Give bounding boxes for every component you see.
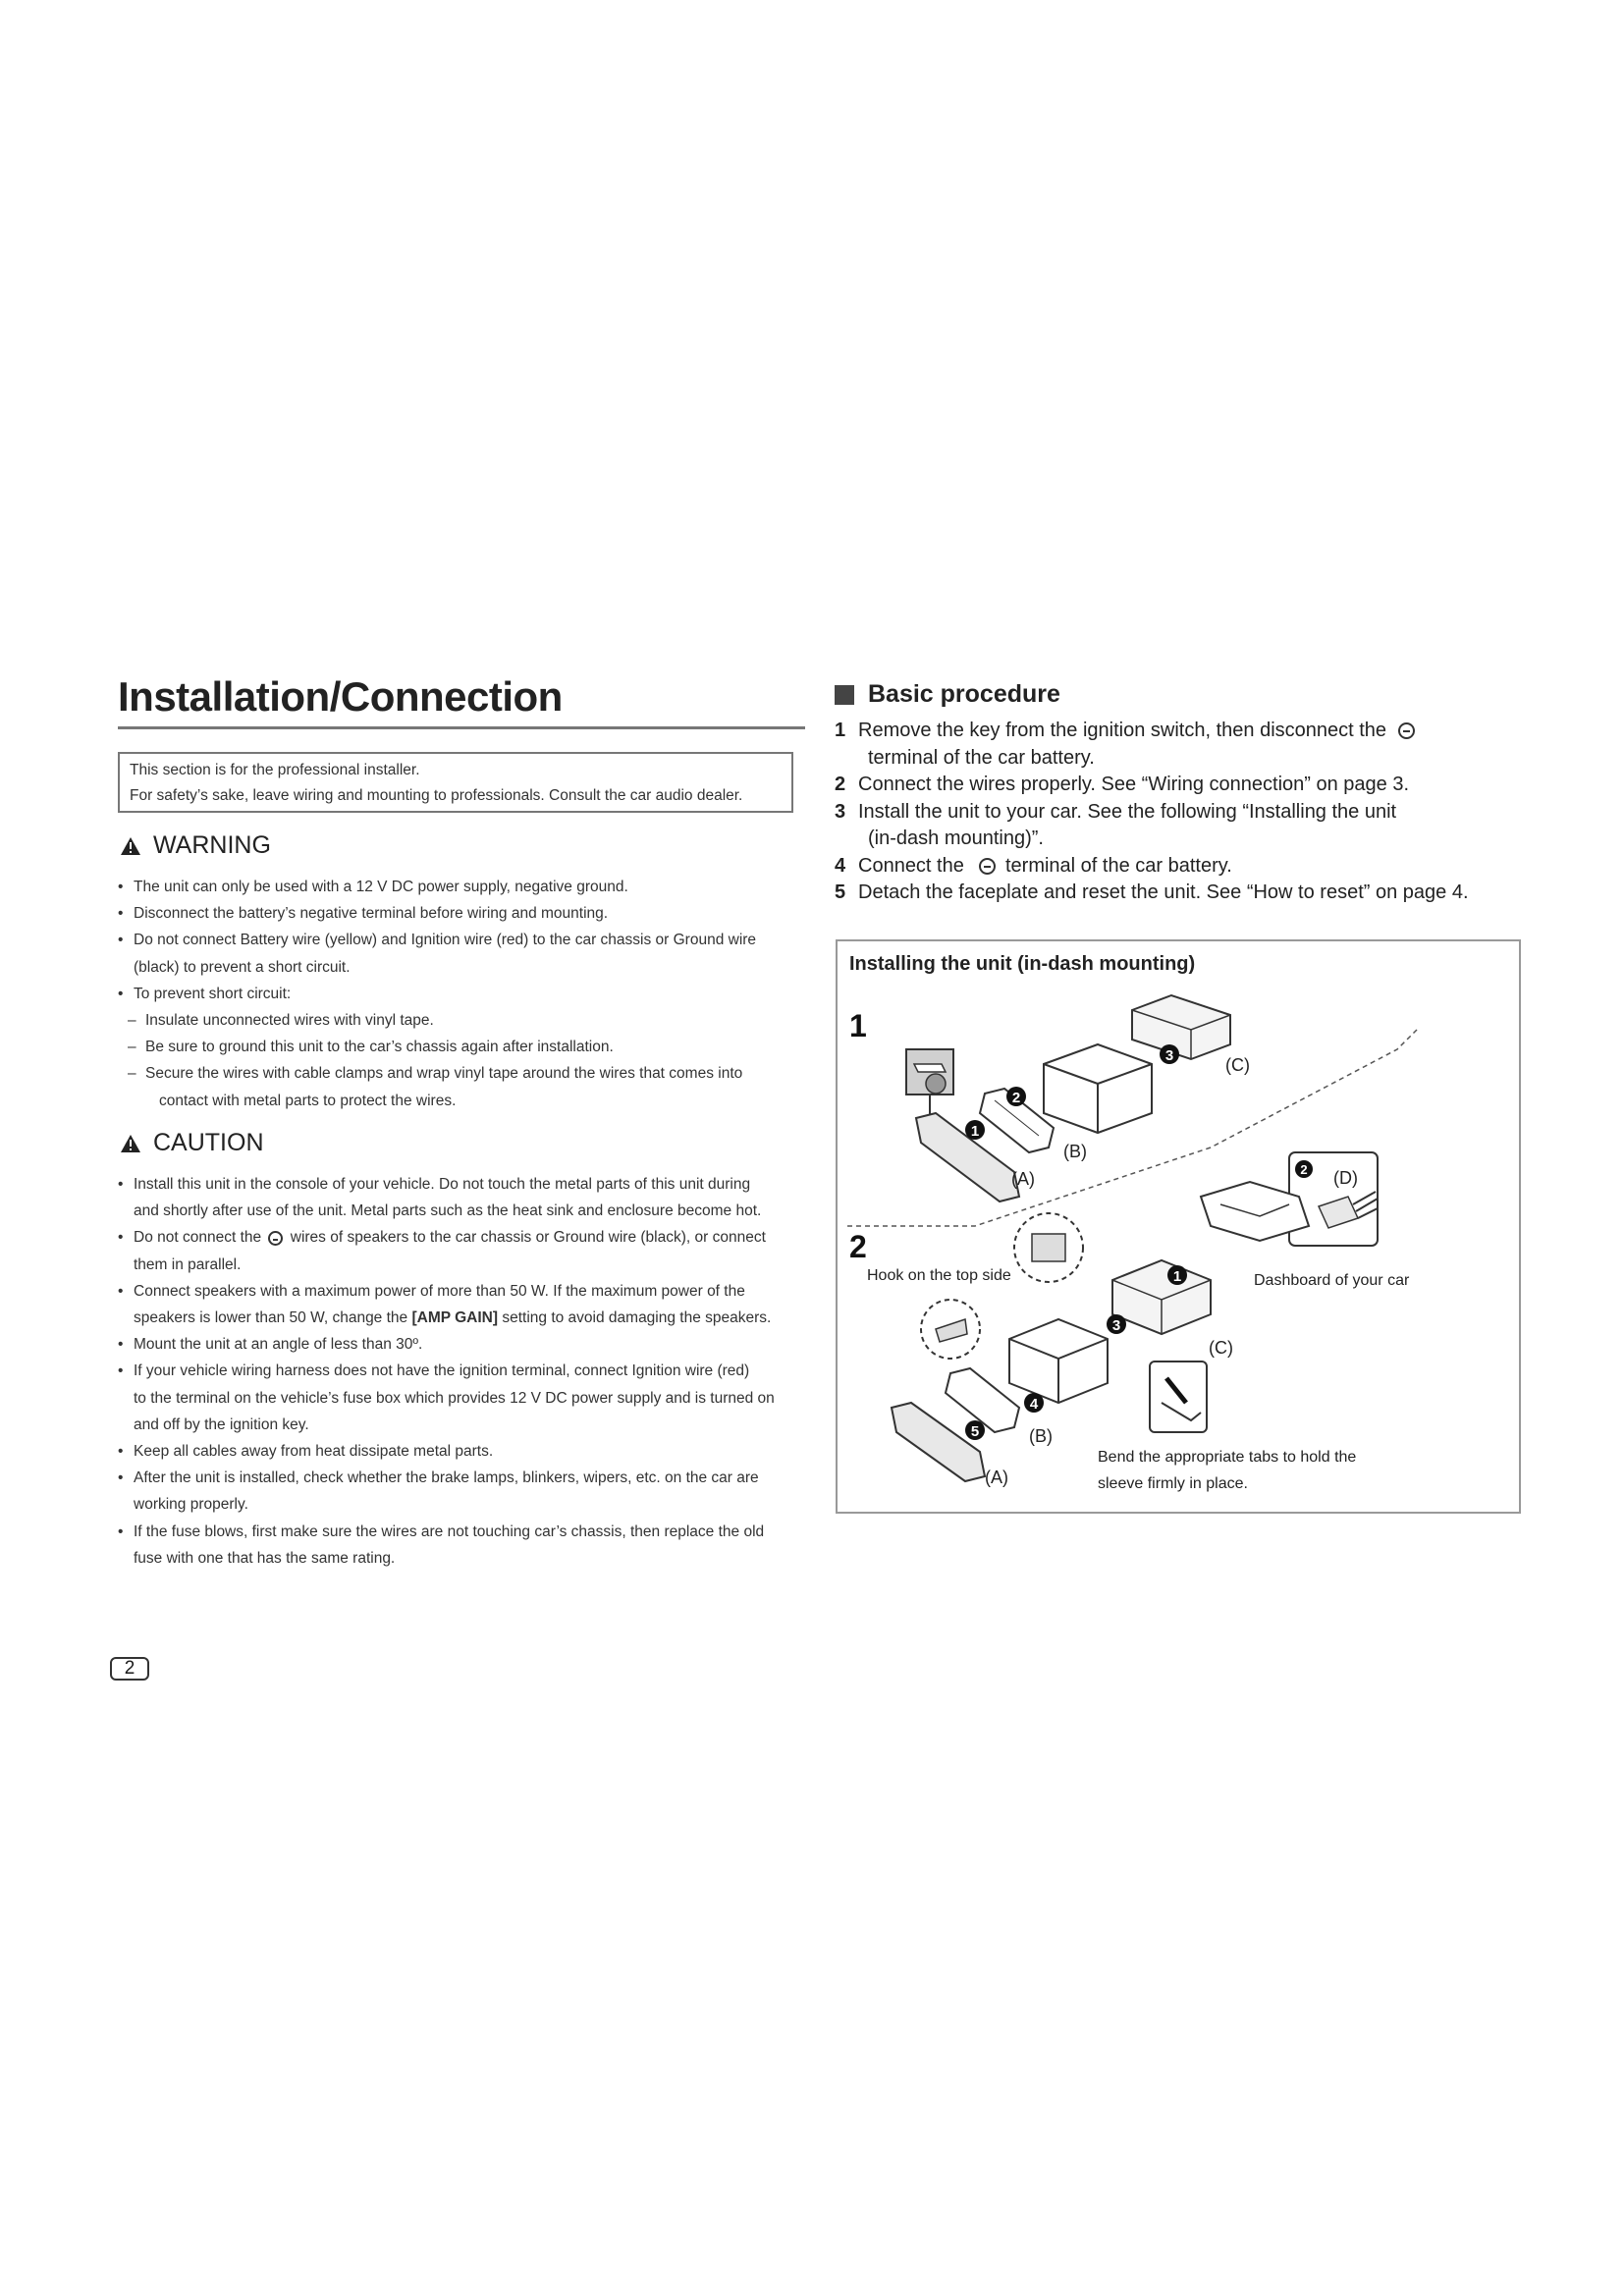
step-text-continuation: (in-dash mounting)”. bbox=[868, 828, 1044, 849]
procedure-step bbox=[835, 853, 1522, 881]
basic-procedure-title: Basic procedure bbox=[868, 680, 1060, 708]
list-item-continuation: fuse with one that has the same rating. bbox=[134, 1549, 396, 1567]
faceplate-shape-2 bbox=[892, 1403, 985, 1481]
minus-terminal-icon bbox=[979, 858, 996, 875]
warning-list bbox=[116, 874, 793, 1114]
page-title: Installation/Connection bbox=[118, 673, 563, 720]
list-item: • Keep all cables away from heat dissipate metal parts. bbox=[116, 1438, 793, 1465]
list-item-continuation: and off by the ignition key. bbox=[134, 1415, 309, 1433]
diagram-step-1-label: 1 bbox=[849, 1008, 867, 1043]
marker-1: 1 bbox=[970, 1123, 980, 1140]
release-button-callout bbox=[906, 1049, 953, 1123]
hook-detail bbox=[1032, 1234, 1065, 1261]
step-number: 4 bbox=[835, 854, 846, 877]
label-a-step1: (A) bbox=[1011, 1169, 1035, 1189]
label-a-step2: (A) bbox=[985, 1468, 1008, 1487]
warning-heading-text: WARNING bbox=[153, 831, 271, 859]
list-item: • Connect speakers with a maximum power of more than 50 W. If the maximum power of the bbox=[116, 1278, 793, 1305]
marker-5: 5 bbox=[970, 1423, 980, 1440]
bend-label-line-2: sleeve firmly in place. bbox=[1098, 1475, 1248, 1492]
caution-heading bbox=[120, 1129, 264, 1157]
sleeve-step1 bbox=[1132, 995, 1230, 1059]
procedure-step bbox=[835, 772, 1522, 799]
minus-terminal-icon bbox=[268, 1231, 283, 1246]
bend-label-line-1: Bend the appropriate tabs to hold the bbox=[1098, 1449, 1357, 1466]
marker-1-step2: 1 bbox=[1172, 1268, 1182, 1285]
marker-3-step2: 3 bbox=[1111, 1317, 1121, 1334]
amp-gain-setting-label: [AMP GAIN] bbox=[411, 1309, 499, 1327]
step-text: Connect the bbox=[858, 854, 964, 877]
notice-line-1: This section is for the professional installer. bbox=[130, 762, 420, 778]
label-c-step2: (C) bbox=[1209, 1338, 1233, 1358]
caution-text: setting to avoid damaging the speakers. bbox=[502, 1309, 772, 1327]
page-number: 2 bbox=[110, 1657, 149, 1681]
diagram-step-2-label: 2 bbox=[849, 1229, 867, 1264]
label-c-step1: (C) bbox=[1225, 1055, 1250, 1075]
trim-plate-shape-2 bbox=[946, 1368, 1019, 1432]
title-divider bbox=[118, 726, 805, 729]
list-item: • To prevent short circuit: bbox=[116, 981, 793, 1007]
label-d: (D) bbox=[1333, 1168, 1358, 1188]
step-number: 1 bbox=[835, 720, 846, 741]
list-item: • The unit can only be used with a 12 V DC power supply, negative ground. bbox=[116, 874, 793, 900]
step-text: Install the unit to your car. See the following “Installing the unit bbox=[858, 800, 1397, 823]
step-text-continuation: terminal of the car battery. bbox=[868, 746, 1095, 769]
step-number: 5 bbox=[835, 881, 846, 903]
list-item: • If the fuse blows, first make sure the wires are not touching car’s chassis, then replace the old bbox=[116, 1519, 793, 1545]
button-shape bbox=[914, 1064, 946, 1072]
unit-step2 bbox=[1009, 1319, 1108, 1403]
marker-4: 4 bbox=[1029, 1396, 1039, 1413]
marker-2: 2 bbox=[1011, 1090, 1021, 1106]
minus-terminal-icon bbox=[1398, 722, 1415, 739]
bend-tabs-callout bbox=[1150, 1362, 1207, 1432]
caution-text: wires of speakers to the car chassis or Ground wire (black), or connect bbox=[290, 1229, 766, 1247]
list-item: • Install this unit in the console of your vehicle. Do not touch the metal parts of this unit during bbox=[116, 1171, 793, 1198]
list-subitem: – Be sure to ground this unit to the car’s chassis again after installation. bbox=[116, 1034, 793, 1060]
notice-line-2: For safety’s sake, leave wiring and mounting to professionals. Consult the car audio dealer. bbox=[130, 787, 743, 804]
procedure-step bbox=[835, 718, 1522, 772]
list-item-continuation: them in parallel. bbox=[134, 1255, 242, 1273]
installer-notice-box bbox=[118, 752, 793, 813]
list-subitem: – Secure the wires with cable clamps and wrap vinyl tape around the wires that comes into bbox=[116, 1060, 793, 1087]
list-item: • After the unit is installed, check whether the brake lamps, blinkers, wipers, etc. on the car are bbox=[116, 1465, 793, 1491]
list-item-continuation bbox=[116, 1305, 793, 1331]
step-text: Detach the faceplate and reset the unit. See “How to reset” on page 4. bbox=[858, 881, 1469, 903]
caution-text: speakers is lower than 50 W, change the bbox=[134, 1309, 408, 1327]
marker-3: 3 bbox=[1164, 1047, 1174, 1064]
warning-icon bbox=[120, 836, 141, 856]
procedure-step bbox=[835, 799, 1522, 853]
list-item-continuation: and shortly after use of the unit. Metal parts such as the heat sink and enclosure become hot. bbox=[134, 1202, 762, 1220]
hook-label: Hook on the top side bbox=[867, 1267, 1011, 1284]
step-text: terminal of the car battery. bbox=[1004, 854, 1232, 877]
step-number: 2 bbox=[835, 774, 846, 795]
list-item-continuation: (black) to prevent a short circuit. bbox=[134, 958, 351, 976]
list-item: • If your vehicle wiring harness does not have the ignition terminal, connect Ignition wire (red) bbox=[116, 1358, 793, 1384]
list-item: • Disconnect the battery’s negative terminal before wiring and mounting. bbox=[116, 900, 793, 927]
install-figure-box bbox=[836, 939, 1521, 1514]
installation-diagram bbox=[838, 941, 1519, 1512]
procedure-step bbox=[835, 880, 1522, 907]
warning-heading bbox=[120, 831, 271, 860]
list-item-continuation: to the terminal on the vehicle’s fuse box which provides 12 V DC power supply and is turned on bbox=[134, 1389, 775, 1407]
dashboard-label: Dashboard of your car bbox=[1254, 1272, 1410, 1289]
caution-heading-text: CAUTION bbox=[153, 1129, 264, 1156]
step-text: Connect the wires properly. See “Wiring connection” on page 3. bbox=[858, 774, 1410, 795]
basic-procedure-heading bbox=[835, 680, 1060, 709]
list-item-continuation: working properly. bbox=[134, 1496, 248, 1514]
list-subitem-continuation: contact with metal parts to protect the wires. bbox=[159, 1092, 457, 1109]
procedure-steps bbox=[835, 718, 1522, 907]
list-item: • Mount the unit at an angle of less than 30º. bbox=[116, 1331, 793, 1358]
install-figure-title: Installing the unit (in-dash mounting) bbox=[849, 953, 1196, 975]
faceplate-step2 bbox=[892, 1403, 985, 1481]
step-number: 3 bbox=[835, 800, 846, 823]
finger-icon bbox=[926, 1074, 946, 1094]
caution-icon bbox=[120, 1134, 141, 1153]
sleeve-shape bbox=[1132, 995, 1230, 1059]
caution-text: Do not connect the bbox=[134, 1229, 262, 1247]
list-item bbox=[116, 1224, 793, 1251]
list-subitem: – Insulate unconnected wires with vinyl tape. bbox=[116, 1007, 793, 1034]
sleeve-step2 bbox=[1112, 1260, 1211, 1334]
trim-plate-step2 bbox=[946, 1368, 1019, 1432]
caution-list bbox=[116, 1171, 793, 1572]
marker-2-step2: 2 bbox=[1300, 1162, 1308, 1177]
section-square-icon bbox=[835, 685, 854, 705]
label-b-step1: (B) bbox=[1063, 1142, 1087, 1161]
label-b-step2: (B) bbox=[1029, 1426, 1053, 1446]
unit-step1 bbox=[1044, 1044, 1152, 1133]
list-item: • Do not connect Battery wire (yellow) and Ignition wire (red) to the car chassis or Ground wire bbox=[116, 927, 793, 953]
step-text: Remove the key from the ignition switch, then disconnect the bbox=[858, 720, 1387, 741]
